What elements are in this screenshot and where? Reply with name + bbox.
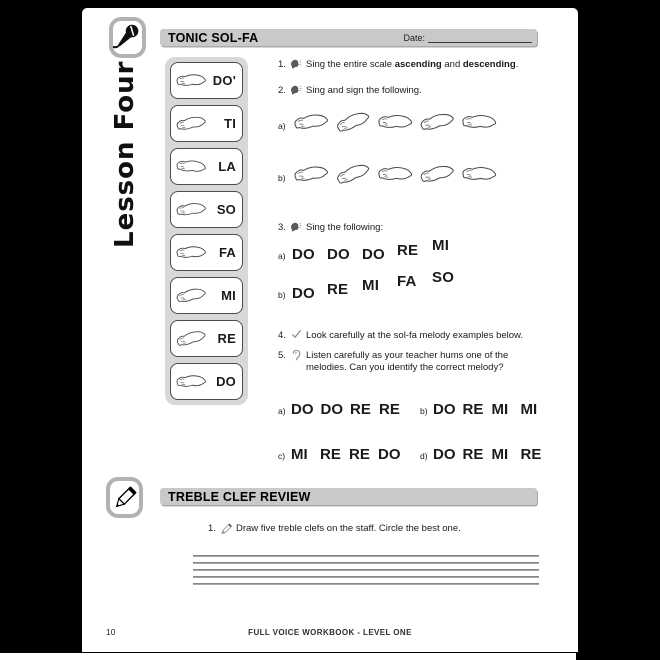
item-number: 5. [278,350,286,361]
hand-sign-box-fa [170,234,243,271]
sign-label: LA [218,159,236,174]
hand-sign-icon [334,161,372,187]
staff-line [193,583,539,585]
instruction-3 [278,222,383,234]
solfa-note: RE [462,401,484,418]
section-header-tonic-sol-fa [160,29,537,46]
hand-sign-icon [174,328,208,349]
hand-sign-icon [418,109,456,135]
solfa-note: MI [432,237,450,254]
treble-instruction-1 [208,523,461,535]
row-label: b) [278,173,286,183]
date-label: Date: [403,33,425,43]
hand-sign-icon [292,109,330,135]
staff-line [193,569,539,571]
answer-option-c [278,446,408,463]
hand-sign-icon [460,161,498,187]
sign-label: DO [216,374,236,389]
instruction-1 [278,59,518,71]
text-line: melodies. Can you identify the correct melody? [306,362,504,373]
row-label: d) [420,451,428,461]
hand-sign-box-mi [170,277,243,314]
answer-option-d [420,446,550,463]
solfa-note: RE [350,401,371,418]
solfa-note: RE [397,242,419,259]
singing-head-icon [289,84,303,95]
hand-sign-icon [174,113,208,134]
solfa-note: RE [520,446,542,463]
solfa-note: DO [292,285,315,302]
hand-sign-icon [460,109,498,135]
solfa-note: RE [320,446,341,463]
solfa-note: DO [291,401,314,418]
row-label: a) [278,406,286,416]
answer-option-a [278,401,408,418]
hand-sign-box-so [170,191,243,228]
item-number: 2. [278,85,286,96]
hand-sign-icon [418,161,456,187]
hand-sign-legend [165,57,248,405]
pencil-small-icon [219,522,233,535]
solfa-note: DO [433,401,456,418]
solfa-note: DO [433,446,456,463]
instruction-4 [278,330,523,342]
solfa-note: DO [362,246,385,263]
solfa-note: RE [349,446,370,463]
ear-icon [289,349,303,362]
instruction-2 [278,85,422,97]
hand-sign-box-la [170,148,243,185]
solfa-note: DO [320,401,343,418]
workbook-page [82,8,578,652]
lesson-title: Lesson Four [110,60,140,248]
solfa-note: MI [491,446,509,463]
staff-line [193,576,539,578]
pencil-icon [106,477,143,518]
section-title: TONIC SOL-FA [168,30,259,45]
answer-option-b [420,401,550,418]
singing-head-icon [289,58,303,69]
sign-label: SO [216,202,236,217]
section-title: TREBLE CLEF REVIEW [168,489,311,504]
solfa-note: MI [491,401,509,418]
sign-label: FA [218,245,236,260]
page-bottom-edge [0,653,576,660]
instruction-text: Draw five treble clefs on the staff. Circle the best one. [236,523,461,534]
item-number: 3. [278,222,286,233]
hand-sign-icon [174,242,208,263]
text-segment: and [441,59,463,70]
staff-line [193,562,539,564]
microphone-icon [109,17,146,58]
hand-sign-icon [376,109,414,135]
sign-label: MI [221,288,236,303]
sign-label: DO' [212,73,236,88]
hand-sign-row-a [278,109,502,135]
solfa-note: DO [327,246,350,263]
checkmark-icon [289,329,303,339]
hand-sign-box-do [170,363,243,400]
solfa-melody-b [278,269,467,302]
singing-head-icon [289,221,303,232]
row-label: c) [278,451,286,461]
item-number: 1. [208,523,216,534]
date-blank-line [428,32,532,43]
row-label: b) [420,406,428,416]
text-line: Listen carefully as your teacher hums one of the [306,350,509,361]
staff-line [193,555,539,557]
date-field [403,32,532,43]
hand-sign-icon [174,156,208,177]
hand-sign-icon [174,285,208,306]
solfa-note: FA [397,273,417,290]
solfa-note: RE [462,446,484,463]
instruction-text: Look carefully at the sol-fa melody examples below. [306,330,524,341]
solfa-note: DO [292,246,315,263]
row-label: b) [278,290,286,300]
hand-sign-icon [376,161,414,187]
hand-sign-box-do-high [170,62,243,99]
hand-sign-icon [174,199,208,220]
solfa-note: MI [520,401,538,418]
row-label: a) [278,121,286,131]
hand-sign-row-b [278,161,502,187]
solfa-note: RE [327,281,349,298]
instruction-text: Sing and sign the following. [306,85,422,96]
instruction-text [306,59,518,71]
text-bold: descending [462,59,516,70]
text-segment: Sing the entire scale [306,59,395,70]
sign-label: TI [224,116,236,131]
solfa-melody-a [278,237,467,263]
hand-sign-icon [174,371,208,392]
instruction-text [306,350,508,374]
hand-sign-box-re [170,320,243,357]
solfa-note: DO [378,446,401,463]
section-header-treble-clef-review [160,488,537,505]
solfa-note: SO [432,269,455,286]
music-staff[interactable] [193,555,539,586]
solfa-note: MI [291,446,308,463]
hand-sign-icon [292,161,330,187]
instruction-text: Sing the following: [306,222,384,233]
row-label: a) [278,251,286,261]
item-number: 4. [278,330,286,341]
page-number: 10 [106,627,116,637]
item-number: 1. [278,59,286,70]
text-bold: ascending [394,59,442,70]
hand-sign-icon [174,70,208,91]
text-segment: . [515,59,519,70]
book-title: FULL VOICE WORKBOOK - LEVEL ONE [248,628,412,637]
hand-sign-icon [334,109,372,135]
sign-label: RE [217,331,236,346]
solfa-note: MI [362,277,380,294]
hand-sign-box-ti [170,105,243,142]
instruction-5 [278,350,508,374]
solfa-note: RE [379,401,400,418]
